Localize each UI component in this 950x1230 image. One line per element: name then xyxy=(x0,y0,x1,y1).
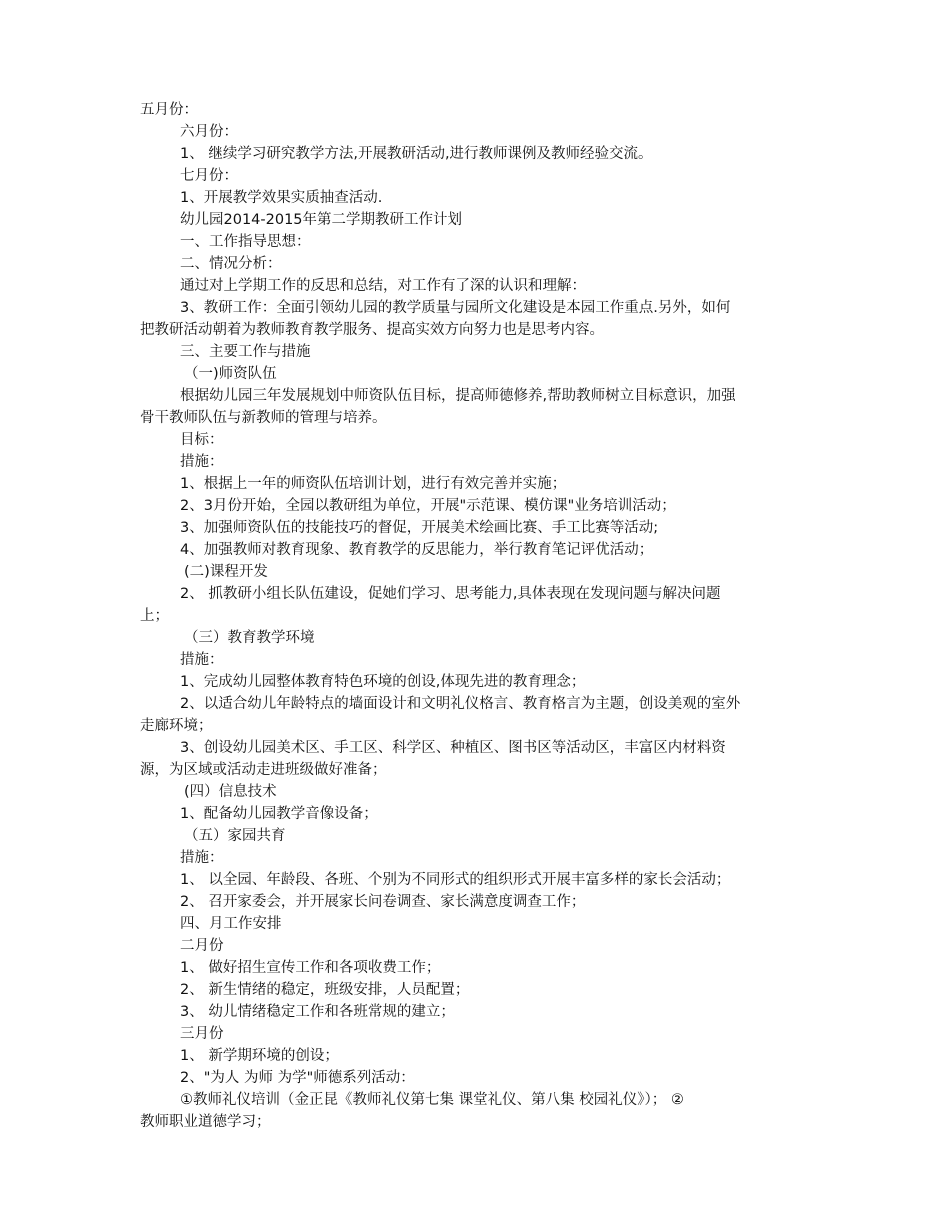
text-line: 三、主要工作与措施 xyxy=(180,344,311,360)
text-line: 五月份： xyxy=(140,102,198,118)
text-line: 措施： xyxy=(180,454,224,470)
text-line: 2、以适合幼儿年龄特点的墙面设计和文明礼仪格言、教育格言为主题，创设美观的室外 xyxy=(180,696,741,712)
text-line: 骨干教师队伍与新教师的管理与培养。 xyxy=(140,410,387,426)
text-line: 措施： xyxy=(180,652,224,668)
text-line: 3、教研工作：全面引领幼儿园的教学质量与园所文化建设是本园工作重点.另外，如何 xyxy=(180,300,731,316)
text-line: 1、完成幼儿园整体教育特色环境的创设,体现先进的教育理念； xyxy=(180,674,586,690)
text-line: 3、创设幼儿园美术区、手工区、科学区、种植区、图书区等活动区，丰富区内材料资 xyxy=(180,740,726,756)
text-line: 目标： xyxy=(180,432,224,448)
text-line: 二月份 xyxy=(180,938,224,954)
text-line: 走廊环境； xyxy=(140,718,213,734)
text-line: 通过对上学期工作的反思和总结，对工作有了深的认识和理解： xyxy=(180,278,586,294)
text-line: 2、 新生情绪的稳定，班级安排，人员配置； xyxy=(180,982,470,998)
text-line: 一、工作指导思想： xyxy=(180,234,311,250)
text-line: 2、 抓教研小组长队伍建设，促她们学习、思考能力,具体表现在发现问题与解决问题 xyxy=(180,586,721,602)
text-line: 3、 幼儿情绪稳定工作和各班常规的建立； xyxy=(180,1004,455,1020)
text-line: 六月份： xyxy=(180,124,238,140)
text-line: （三）教育教学环境 xyxy=(184,630,315,646)
text-line: 3、加强师资队伍的技能技巧的督促，开展美术绘画比赛、手工比赛等活动; xyxy=(180,520,659,536)
text-line: 幼儿园2014-2015年第二学期教研工作计划 xyxy=(180,212,463,228)
text-line: 源，为区域或活动走进班级做好准备； xyxy=(140,762,387,778)
text-line: (四）信息技术 xyxy=(184,784,277,800)
text-line: 四、月工作安排 xyxy=(180,916,282,932)
text-line: 1、根据上一年的师资队伍培训计划，进行有效完善并实施； xyxy=(180,476,567,492)
text-line: 1、 做好招生宣传工作和各项收费工作； xyxy=(180,960,441,976)
text-line: (二)课程开发 xyxy=(184,564,268,580)
text-line: 七月份： xyxy=(180,168,238,184)
text-line: 4、加强教师对教育现象、教育教学的反思能力，举行教育笔记评优活动； xyxy=(180,542,654,558)
text-line: 1、 继续学习研究教学方法,开展教研活动,进行教师课例及教师经验交流。 xyxy=(180,146,653,162)
text-line: 上； xyxy=(140,608,169,624)
text-line: 2、 召开家委会，并开展家长问卷调查、家长满意度调查工作； xyxy=(180,894,586,910)
text-line: （一)师资队伍 xyxy=(184,366,277,382)
text-line: ①教师礼仪培训（金正昆《教师礼仪第七集 课堂礼仪、第八集 校园礼仪》）； ② xyxy=(180,1092,684,1108)
text-line: 二、情况分析： xyxy=(180,256,282,272)
text-line: 2、"为人 为师 为学"师德系列活动： xyxy=(180,1070,415,1086)
text-line: 三月份 xyxy=(180,1026,224,1042)
text-line: 教师职业道德学习； xyxy=(140,1114,271,1130)
text-line: 根据幼儿园三年发展规划中师资队伍目标，提高师德修养,帮助教师树立目标意识，加强 xyxy=(180,388,736,404)
text-line: 1、 以全园、年龄段、各班、个别为不同形式的组织形式开展丰富多样的家长会活动； xyxy=(180,872,731,888)
text-line: 把教研活动朝着为教师教育教学服务、提高实效方向努力也是思考内容。 xyxy=(140,322,604,338)
text-line: 1、开展教学效果实质抽查活动. xyxy=(180,190,383,206)
text-line: （五）家园共育 xyxy=(184,828,286,844)
text-line: 2、3月份开始，全园以教研组为单位，开展"示范课、模仿课"业务培训活动； xyxy=(180,498,676,514)
text-line: 措施： xyxy=(180,850,224,866)
text-line: 1、配备幼儿园教学音像设备； xyxy=(180,806,378,822)
text-line: 1、 新学期环境的创设； xyxy=(180,1048,339,1064)
